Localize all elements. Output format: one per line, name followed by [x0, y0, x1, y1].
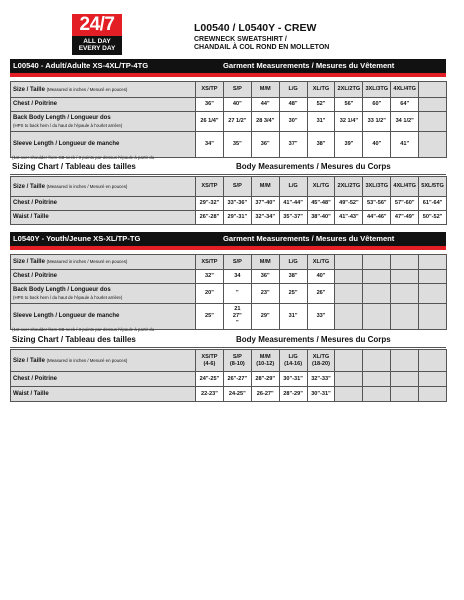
youth-garment-table: [10, 254, 447, 330]
body-measure-cell: 32"-33": [307, 372, 335, 387]
body-measure-row: [11, 372, 447, 387]
size-label: [11, 255, 196, 270]
measure-cell: 40": [223, 98, 251, 112]
size-header-cell: [363, 255, 391, 270]
body-measure-cell: 41"-43": [335, 211, 363, 225]
body-measure-cell: [391, 387, 419, 402]
measure-row: [11, 98, 447, 112]
measure-cell: ": [223, 284, 251, 304]
measure-cell: 38": [307, 132, 335, 158]
measure-cell: 37": [279, 132, 307, 158]
measure-cell: 38": [279, 270, 307, 284]
adult-red-divider: [10, 73, 446, 77]
size-header-cell: [419, 82, 447, 98]
size-header-cell: [419, 255, 447, 270]
measure-cell: 48": [279, 98, 307, 112]
youth-body-table: [10, 349, 447, 402]
adult-body-table: [10, 176, 447, 225]
body-measure-cell: 26"-27": [223, 372, 251, 387]
measure-label: [11, 98, 196, 112]
adult-garment-table: [10, 81, 447, 158]
body-measure-cell: 28"-29": [251, 372, 279, 387]
measure-cell: 41": [391, 132, 419, 158]
measure-cell: 26 1/4": [196, 112, 224, 132]
measure-cell: [419, 112, 447, 132]
adult-sizing-chart-title: Sizing Chart / Tableau des tailles: [12, 162, 136, 171]
measure-cell: [391, 304, 419, 330]
measure-cell: 25": [279, 284, 307, 304]
youth-chart-divider: [10, 347, 446, 348]
adult-section-title: L00540 - Adult/Adulte XS-4XL/TP-4TG: [13, 61, 149, 70]
size-header-cell: 2XL/2TG: [335, 82, 363, 98]
measure-label: [11, 304, 196, 330]
measure-cell: [335, 270, 363, 284]
measure-label-note: (HPS to back hem / du haut de l'épaule à l'ourlet arrière): [13, 122, 123, 128]
measure-cell: 32 1/4": [335, 112, 363, 132]
size-header-row: [11, 255, 447, 270]
body-measure-cell: [363, 387, 391, 402]
measure-label-text: Sleeve Length / Longueur de manche: [13, 141, 120, 147]
measure-cell: [419, 132, 447, 158]
body-measure-cell: 35"-37": [279, 211, 307, 225]
size-label-note: (Measured in inches / Mesuré en pouces): [46, 357, 128, 363]
body-size-cell: [419, 350, 447, 372]
body-measure-cell: 30"-31": [279, 372, 307, 387]
body-measure-label: Waist / Taille: [11, 387, 196, 402]
body-size-cell: S/P: [223, 177, 251, 197]
measure-cell: 31": [279, 304, 307, 330]
measure-cell: [419, 98, 447, 112]
measure-cell: 52": [307, 98, 335, 112]
measure-cell: 20": [196, 284, 224, 304]
body-size-cell: L/G: [279, 177, 307, 197]
body-measure-cell: [335, 372, 363, 387]
measure-cell: 44": [251, 98, 279, 112]
adult-section-bar: [10, 59, 446, 73]
measure-label-text: Sleeve Length / Longueur de manche: [13, 313, 120, 319]
body-size-header-row: [11, 350, 447, 372]
youth-body-measure-title: Body Measurements / Mesures du Corps: [236, 335, 391, 344]
measure-cell: 30": [279, 112, 307, 132]
size-label-text: Size / Taille: [13, 86, 47, 93]
body-measure-cell: 45"-48": [307, 197, 335, 211]
size-header-cell: 4XL/4TG: [391, 82, 419, 98]
body-measure-cell: [391, 372, 419, 387]
body-measure-cell: 47"-49": [391, 211, 419, 225]
measure-cell: 29": [251, 304, 279, 330]
body-measure-cell: [419, 387, 447, 402]
size-label: [11, 350, 196, 372]
measure-cell: 28 3/4": [251, 112, 279, 132]
measure-cell: [419, 270, 447, 284]
measure-cell: 27 1/2": [223, 112, 251, 132]
adult-body-measure-title: Body Measurements / Mesures du Corps: [236, 162, 391, 171]
size-header-cell: L/G: [279, 82, 307, 98]
size-label-text: Size / Taille: [13, 357, 47, 364]
measure-cell: [391, 284, 419, 304]
body-measure-cell: 33"-36": [223, 197, 251, 211]
size-label: [11, 177, 196, 197]
body-size-cell: XL/TG: [307, 177, 335, 197]
measure-label-text: Chest / Poitrine: [13, 101, 58, 107]
youth-footnote: (1st over shoulder from CB neck / 3 points par-dessus l'épaule à partir du: [12, 327, 155, 332]
body-size-cell: [335, 350, 363, 372]
body-size-cell: M/M (10-12): [251, 350, 279, 372]
measure-row: [11, 284, 447, 304]
measure-label: [11, 270, 196, 284]
measure-cell: 40": [363, 132, 391, 158]
measure-cell: [391, 270, 419, 284]
body-measure-label: Chest / Poitrine: [11, 197, 196, 211]
measure-cell: 31": [307, 112, 335, 132]
youth-garment-title: Garment Measurements / Mesures du Vêtement: [223, 234, 395, 243]
body-size-cell: [391, 350, 419, 372]
brand-logo: [72, 14, 122, 58]
measure-cell: [419, 304, 447, 330]
body-size-cell: 2XL/2TG: [335, 177, 363, 197]
body-measure-cell: 24"-25": [196, 372, 224, 387]
body-size-cell: XL/TG (18-20): [307, 350, 335, 372]
size-header-cell: XS/TP: [196, 255, 224, 270]
body-measure-cell: 30"-31": [307, 387, 335, 402]
measure-cell: 40": [307, 270, 335, 284]
measure-cell: 39": [335, 132, 363, 158]
size-header-cell: [335, 255, 363, 270]
body-measure-row: [11, 387, 447, 402]
measure-cell: 25": [196, 304, 224, 330]
body-measure-cell: [363, 372, 391, 387]
measure-label: [11, 132, 196, 158]
body-measure-cell: 53"-56": [363, 197, 391, 211]
body-measure-row: [11, 197, 447, 211]
measure-row: [11, 132, 447, 158]
body-measure-label: Chest / Poitrine: [11, 372, 196, 387]
youth-sizing-chart-title: Sizing Chart / Tableau des tailles: [12, 335, 136, 344]
body-measure-cell: 38"-40": [307, 211, 335, 225]
youth-section-title: L0540Y - Youth/Jeune XS-XL/TP-TG: [13, 234, 141, 243]
size-label-note: (Measured in inches / Mesuré en pouces): [46, 259, 128, 264]
size-label-text: Size / Taille: [13, 183, 47, 190]
body-measure-cell: 26-27": [251, 387, 279, 402]
body-measure-cell: 44"-46": [363, 211, 391, 225]
adult-garment-title: Garment Measurements / Mesures du Vêtement: [223, 61, 395, 70]
body-measure-row: [11, 211, 447, 225]
size-label-note: (Measured in inches / Mesuré en pouces): [46, 86, 128, 92]
body-size-cell: XS/TP (4-6): [196, 350, 224, 372]
measure-label-text: Back Body Length / Longueur dos: [13, 286, 111, 293]
body-size-cell: XS/TP: [196, 177, 224, 197]
size-header-cell: M/M: [251, 255, 279, 270]
page-title: L00540 / L0540Y - CREW: [194, 22, 317, 34]
body-measure-cell: [419, 372, 447, 387]
measure-cell: 36": [251, 132, 279, 158]
body-measure-cell: 22-23": [196, 387, 224, 402]
page-subtitle: CREWNECK SWEATSHIRT / CHANDAIL À COL ROND EN MOLLETON: [194, 36, 330, 51]
measure-cell: 34 1/2": [391, 112, 419, 132]
measure-cell: 35": [223, 132, 251, 158]
body-measure-label: Waist / Taille: [11, 211, 196, 225]
body-measure-cell: 24-25": [223, 387, 251, 402]
measure-row: [11, 304, 447, 330]
body-size-cell: 5XL/5TG: [419, 177, 447, 197]
body-measure-cell: [335, 387, 363, 402]
measure-cell: [363, 284, 391, 304]
measure-cell: 34: [223, 270, 251, 284]
body-measure-cell: 61"-64": [419, 197, 447, 211]
adult-footnote: (1st over shoulder from CB neck / 3 points par-dessus l'épaule à partir du: [12, 155, 155, 160]
body-measure-cell: 57"-60": [391, 197, 419, 211]
measure-label: [11, 112, 196, 132]
size-header-cell: XL/TG: [307, 255, 335, 270]
measure-cell: 56": [335, 98, 363, 112]
body-measure-cell: 49"-52": [335, 197, 363, 211]
body-measure-cell: 37"-40": [251, 197, 279, 211]
body-measure-cell: 50"-52": [419, 211, 447, 225]
measure-cell: 36": [196, 98, 224, 112]
size-header-cell: XL/TG: [307, 82, 335, 98]
measure-cell: 36": [251, 270, 279, 284]
measure-label-note: (HPS to back hem / du haut de l'épaule à l'ourlet arrière): [13, 294, 123, 300]
measure-cell: 33": [307, 304, 335, 330]
measure-cell: 26": [307, 284, 335, 304]
logo-tagline: ALL DAY EVERY DAY: [72, 36, 122, 55]
size-header-cell: [391, 255, 419, 270]
body-measure-cell: 41"-44": [279, 197, 307, 211]
body-size-cell: S/P (8-10): [223, 350, 251, 372]
measure-cell: [335, 284, 363, 304]
measure-cell: [363, 304, 391, 330]
size-header-cell: 3XL/3TG: [363, 82, 391, 98]
body-size-cell: 3XL/3TG: [363, 177, 391, 197]
size-header-cell: XS/TP: [196, 82, 224, 98]
body-measure-cell: 26"-28": [196, 211, 224, 225]
size-label: [11, 82, 196, 98]
adult-chart-divider: [10, 174, 446, 175]
measure-cell: [335, 304, 363, 330]
youth-section-bar: [10, 232, 446, 246]
measure-cell: 23": [251, 284, 279, 304]
measure-cell: 64": [391, 98, 419, 112]
body-size-cell: M/M: [251, 177, 279, 197]
measure-label-text: Back Body Length / Longueur dos: [13, 114, 111, 121]
measure-cell: 21 27" ": [223, 304, 251, 330]
measure-row: [11, 112, 447, 132]
body-size-cell: 4XL/4TG: [391, 177, 419, 197]
body-measure-cell: 29"-31": [223, 211, 251, 225]
measure-cell: 32": [196, 270, 224, 284]
measure-label-text: Chest / Poitrine: [13, 273, 58, 279]
size-header-cell: S/P: [223, 255, 251, 270]
measure-cell: [363, 270, 391, 284]
size-header-cell: L/G: [279, 255, 307, 270]
measure-cell: 34": [196, 132, 224, 158]
size-label-note: (Measured in inches / Mesuré en pouces): [46, 183, 128, 189]
measure-cell: [419, 284, 447, 304]
size-header-row: [11, 82, 447, 98]
body-size-cell: L/G (14-16): [279, 350, 307, 372]
measure-cell: 33 1/2": [363, 112, 391, 132]
body-size-header-row: [11, 177, 447, 197]
measure-cell: 60": [363, 98, 391, 112]
measure-label: [11, 284, 196, 304]
logo-mark: 24/7: [72, 14, 122, 36]
body-size-cell: [363, 350, 391, 372]
size-label-text: Size / Taille: [13, 259, 47, 265]
measure-row: [11, 270, 447, 284]
youth-red-divider: [10, 246, 446, 250]
body-measure-cell: 29"-32": [196, 197, 224, 211]
body-measure-cell: 32"-34": [251, 211, 279, 225]
size-header-cell: S/P: [223, 82, 251, 98]
size-header-cell: M/M: [251, 82, 279, 98]
body-measure-cell: 28"-29": [279, 387, 307, 402]
